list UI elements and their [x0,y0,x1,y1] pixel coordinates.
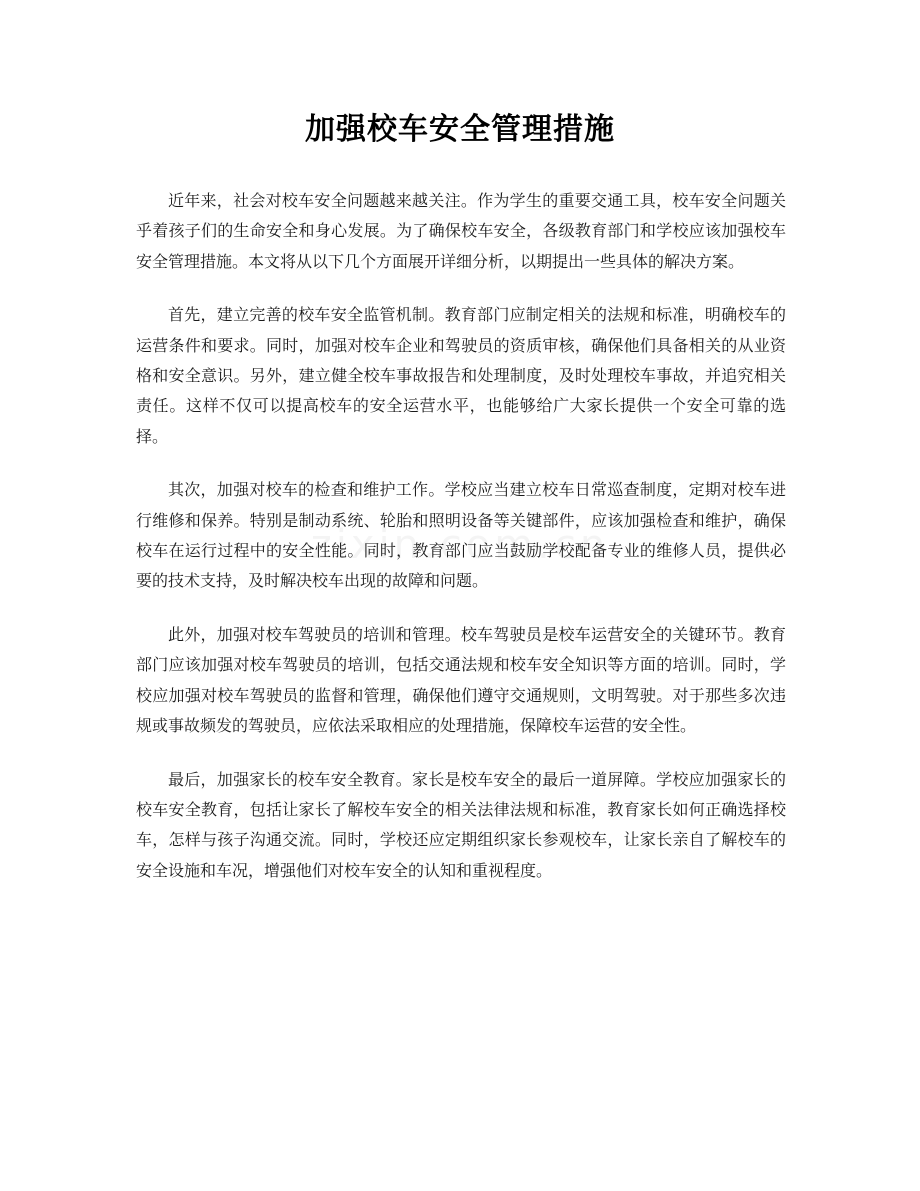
document-body [136,186,786,909]
paragraph-intro: 近年来，社会对校车安全问题越来越关注。作为学生的重要交通工具，校车安全问题关乎着孩子们的生命安全和身心发展。为了确保校车安全，各级教育部门和学校应该加强校车安全管理措施。本文将从以下几个方面展开详细分析，以期提出一些具体的解决方案。 [136,191,786,271]
document-title: 加强校车安全管理措施 [305,112,615,147]
paragraph-parent-education: 最后，加强家长的校车安全教育。家长是校车安全的最后一道屏障。学校应加强家长的校车安全教育，包括让家长了解校车安全的相关法律法规和标准，教育家长如何正确选择校车，怎样与孩子沟通交流。同时，学校还应定期组织家长参观校车，让家长亲自了解校车的安全设施和车况，增强他们对校车安全的认知和重视程度。 [136,769,786,880]
paragraph-supervision: 首先，建立完善的校车安全监管机制。教育部门应制定相关的法规和标准，明确校车的运营条件和要求。同时，加强对校车企业和驾驶员的资质审核，确保他们具备相关的从业资格和安全意识。另外，建立健全校车事故报告和处理制度，及时处理校车事故，并追究相关责任。这样不仅可以提高校车的安全运营水平，也能够给广大家长提供一个安全可靠的选择。 [136,305,786,446]
paragraph-driver-training: 此外，加强对校车驾驶员的培训和管理。校车驾驶员是校车运营安全的关键环节。教育部门应该加强对校车驾驶员的培训，包括交通法规和校车安全知识等方面的培训。同时，学校应加强对校车驾驶员的监督和管理，确保他们遵守交通规则，文明驾驶。对于那些多次违规或事故频发的驾驶员，应依法采取相应的处理措施，保障校车运营的安全性。 [136,624,786,736]
paragraph-maintenance: 其次，加强对校车的检查和维护工作。学校应当建立校车日常巡查制度，定期对校车进行维修和保养。特别是制动系统、轮胎和照明设备等关键部件，应该加强检查和维护，确保校车在运行过程中的安全性能。同时，教育部门应当鼓励学校配备专业的维修人员，提供必要的技术支持，及时解决校车出现的故障和问题。 [136,480,786,591]
